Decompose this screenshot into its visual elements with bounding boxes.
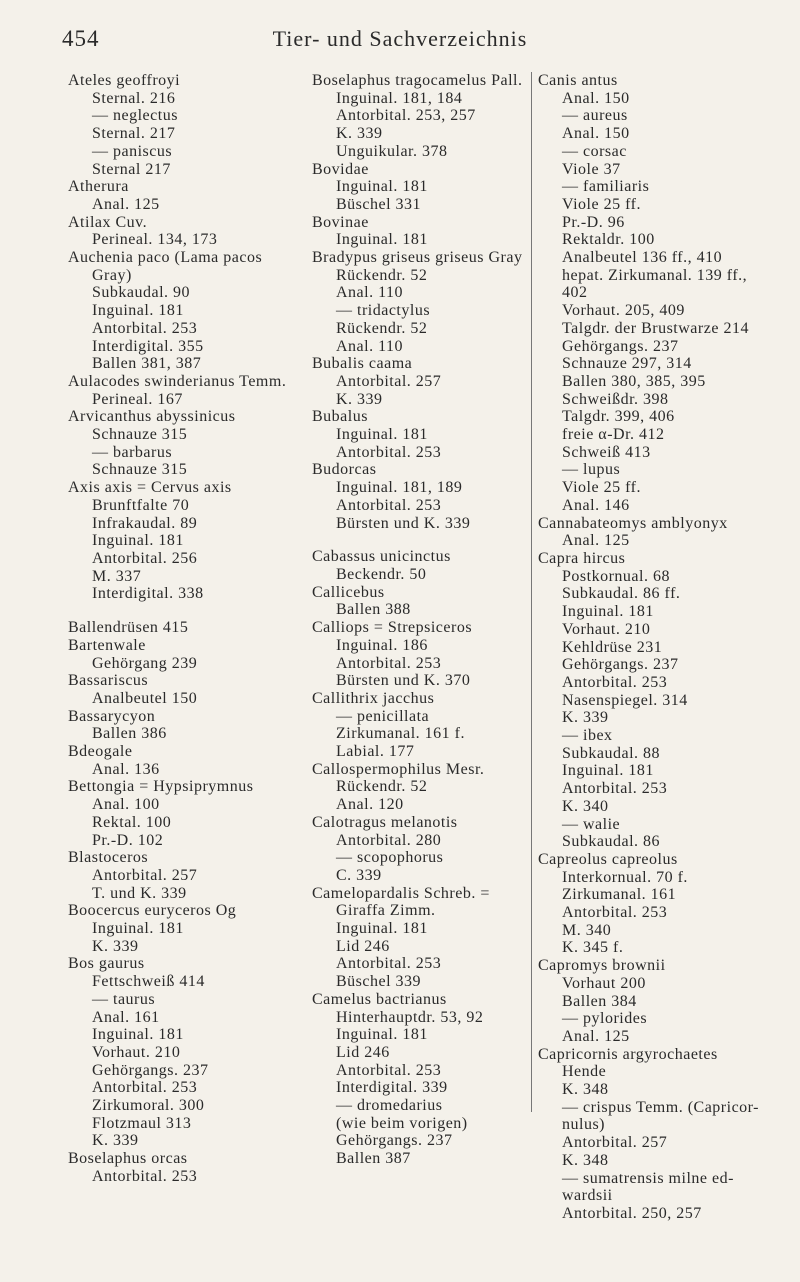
index-entry-subline: Zirkumanal. 161 f.	[336, 725, 465, 743]
index-entry-heading: Cabassus unicinctus	[312, 548, 451, 566]
index-entry-subline: Antorbital. 253	[336, 443, 442, 461]
index-entry-subline: K. 340	[562, 797, 609, 815]
index-entry-subline: Antorbital. 253	[336, 955, 442, 973]
index-entry-heading: Bos gaurus	[68, 955, 145, 973]
index-entry-subline: Lid 246	[336, 937, 390, 955]
index-entry-subline: Antorbital. 253	[92, 319, 198, 337]
index-entry-subline: Antorbital. 280	[336, 831, 442, 849]
index-entry-subline: Zirkumanal. 161	[562, 886, 677, 904]
index-entry-subline: (wie beim vorigen)	[336, 1114, 468, 1132]
index-entry-subline: T. und K. 339	[92, 884, 187, 902]
index-entry-heading: Ateles geoffroyi	[68, 72, 181, 89]
index-entry-subline: Nasenspiegel. 314	[562, 691, 688, 709]
index-entry-heading: Bettongia = Hypsiprymnus	[68, 778, 254, 796]
index-entry-subline: nulus)	[562, 1116, 605, 1134]
index-entry-subline: Sternal 217	[92, 160, 171, 178]
index-entry-heading: Budorcas	[312, 461, 377, 479]
index-entry-subline: Anal. 110	[336, 284, 404, 302]
index-entry-subline: — ibex	[562, 727, 613, 745]
index-entry-subline: Vorhaut. 205, 409	[562, 302, 685, 320]
index-entry-subline: Pr.-D. 102	[92, 831, 164, 849]
index-entry-heading: Bovidae	[312, 160, 369, 178]
index-entry-subline: Kehldrüse 231	[562, 638, 663, 656]
index-entry-subline: Antorbital. 257	[562, 1134, 668, 1152]
index-entry-subline: K. 339	[562, 709, 609, 727]
index-entry-subline: Antorbital. 253	[336, 654, 442, 672]
index-entry-subline: Antorbital. 253	[562, 673, 668, 691]
index-entry-subline: — walie	[562, 815, 621, 833]
index-entry-subline: Ballen 380, 385, 395	[562, 372, 706, 390]
index-entry-heading: Callithrix jacchus	[312, 689, 435, 707]
index-entry-subline: Rektal. 100	[92, 813, 172, 831]
index-entry-subline: Inguinal. 186	[336, 636, 428, 654]
index-entry-subline: Inguinal. 181	[562, 762, 654, 780]
index-entry-subline: — penicillata	[336, 707, 430, 725]
index-entry-heading: Callicebus	[312, 583, 385, 601]
index-entry-heading: Capreolus capreolus	[538, 850, 678, 868]
page-header	[62, 26, 738, 60]
index-entry-subline: Inguinal. 181, 184	[336, 89, 463, 107]
index-entry-heading: Arvicanthus abyssinicus	[68, 408, 236, 426]
index-entry-subline: Rektaldr. 100	[562, 231, 655, 249]
index-entry-subline: — neglectus	[92, 107, 178, 125]
index-entry-subline: Interdigital. 355	[92, 337, 204, 355]
index-entry-subline: Bürsten und K. 370	[336, 672, 471, 690]
index-entry-heading: Bdeogale	[68, 743, 133, 761]
index-entry-subline: Viole 25 ff.	[562, 195, 641, 213]
index-entry-heading: Atherura	[68, 178, 129, 196]
index-entry-subline: Ballen 388	[336, 601, 411, 619]
index-entry-subline: Ballen 387	[336, 1150, 411, 1168]
index-entry-subline: Interdigital. 339	[336, 1079, 448, 1097]
index-entry-subline: K. 345 f.	[562, 939, 624, 957]
index-entry-subline: Talgdr. der Brustwarze 214	[562, 319, 749, 337]
index-entry-subline: Vorhaut 200	[562, 974, 646, 992]
index-entry-subline: Ballen 381, 387	[92, 355, 202, 373]
index-entry-heading: Cannabateomys amblyonyx	[538, 514, 728, 532]
index-entry-heading: Axis axis = Cervus axis	[68, 479, 232, 497]
index-entry-subline: Anal. 146	[562, 496, 630, 514]
index-entry-heading: Capra hircus	[538, 549, 626, 567]
index-entry-heading: Camelus bactrianus	[312, 990, 447, 1008]
index-entry-subline: Anal. 110	[336, 337, 404, 355]
index-entry-subline: Inguinal. 181	[92, 920, 184, 938]
running-title: Tier- und Sachverzeichnis	[272, 26, 528, 51]
index-entry-subline: — scopophorus	[336, 849, 444, 867]
index-entry-subline: Schweiß 413	[562, 443, 651, 461]
index-entry-subline: Inguinal. 181	[336, 231, 428, 249]
index-entry-subline: Antorbital. 253	[92, 1079, 198, 1097]
index-entry-heading: Bassariscus	[68, 672, 149, 690]
column-divider	[531, 72, 532, 1112]
index-entry-subline: Bürsten und K. 339	[336, 514, 471, 532]
index-entry-subline: Unguikular. 378	[336, 142, 448, 160]
index-entry-heading: Boselaphus orcas	[68, 1150, 188, 1168]
index-entry-subline: Inguinal. 181	[92, 1026, 184, 1044]
index-entry-subline: — pylorides	[562, 1010, 648, 1028]
index-entry-subline: Antorbital. 253	[336, 1061, 442, 1079]
index-entry-subline: Schweißdr. 398	[562, 390, 669, 408]
index-entry-subline: Inguinal. 181	[92, 302, 184, 320]
index-entry-subline: Antorbital. 253	[336, 496, 442, 514]
index-entry-subline: Antorbital. 253	[562, 780, 668, 798]
index-entry-subline: Vorhaut. 210	[92, 1043, 181, 1061]
index-entry-subline: — familiaris	[562, 178, 650, 196]
index-entry-subline: K. 339	[92, 937, 139, 955]
index-entry-subline: Brunftfalte 70	[92, 496, 190, 514]
index-entry-subline: Analbeutel 136 ff., 410	[562, 249, 723, 267]
index-entry-subline: Perineal. 134, 173	[92, 231, 218, 249]
index-entry-subline: Schnauze 297, 314	[562, 355, 692, 373]
index-entry-subline: — sumatrensis milne ed-	[562, 1169, 734, 1187]
index-entry-heading: Bradypus griseus griseus Gray	[312, 249, 523, 267]
index-entry-subline: Inguinal. 181, 189	[336, 479, 463, 497]
index-entry-subline: Gehörgangs. 237	[562, 656, 679, 674]
index-column-1	[68, 72, 294, 1186]
index-entry-heading: Capricornis argyrochaetes	[538, 1045, 718, 1063]
index-entry-subline: Perineal. 167	[92, 390, 183, 408]
index-entry-heading: Bubalis caama	[312, 355, 413, 373]
index-entry-subline: Anal. 120	[336, 796, 404, 814]
index-entry-subline: Lid 246	[336, 1043, 390, 1061]
index-entry-subline: K. 348	[562, 1081, 609, 1099]
index-entry-subline: Subkaudal. 86	[562, 833, 661, 851]
index-entry-subline: Antorbital. 256	[92, 549, 198, 567]
index-entry-heading: Camelopardalis Schreb. =	[312, 884, 490, 902]
index-entry-subline: Subkaudal. 86 ff.	[562, 585, 681, 603]
index-entry-subline: Hende	[562, 1063, 607, 1081]
index-entry-subline: freie α-Dr. 412	[562, 426, 665, 444]
index-entry-subline: Zirkumoral. 300	[92, 1097, 205, 1115]
index-entry-subline: — lupus	[562, 461, 621, 479]
index-entry-subline: Sternal. 217	[92, 125, 176, 143]
index-entry-subline: — paniscus	[92, 142, 173, 160]
index-entry-subline: Anal. 150	[562, 125, 630, 143]
index-entry-subline: Inguinal. 181	[336, 178, 428, 196]
index-entry-subline: Schnauze 315	[92, 426, 188, 444]
index-entry-heading: Callospermophilus Mesr.	[312, 760, 485, 778]
index-entry-subline: — crispus Temm. (Capricor-	[562, 1098, 759, 1116]
index-entry-subline: Fettschweiß 414	[92, 973, 205, 991]
index-entry-subline: Ballen 384	[562, 992, 637, 1010]
index-entry-heading: Canis antus	[538, 72, 618, 89]
index-entry-subline: Antorbital. 253, 257	[336, 107, 476, 125]
index-entry-subline: K. 348	[562, 1151, 609, 1169]
index-entry-subline: Postkornual. 68	[562, 567, 670, 585]
index-entry-subline: — aureus	[562, 107, 628, 125]
index-entry-heading: Aulacodes swinderianus Temm.	[68, 372, 287, 390]
index-entry-subline: Antorbital. 257	[336, 372, 442, 390]
index-entry-subline: Talgdr. 399, 406	[562, 408, 675, 426]
index-entry-subline: Gehörgangs. 237	[562, 337, 679, 355]
index-columns	[68, 72, 768, 1222]
index-entry-subline: 402	[562, 284, 588, 302]
page-number: 454	[62, 26, 100, 51]
index-entry-subline: M. 340	[562, 921, 612, 939]
index-entry-heading: Boselaphus tragocamelus Pall.	[312, 72, 523, 89]
index-entry-subline: Viole 37	[562, 160, 621, 178]
index-entry-subline: Subkaudal. 90	[92, 284, 191, 302]
index-entry-heading: Calliops = Strepsiceros	[312, 619, 473, 637]
index-entry-subline: Schnauze 315	[92, 461, 188, 479]
index-entry-subline: Anal. 100	[92, 796, 160, 814]
index-entry-heading: Blastoceros	[68, 849, 149, 867]
index-entry-subline: Interdigital. 338	[92, 585, 204, 603]
index-entry-subline: Inguinal. 181	[336, 1026, 428, 1044]
index-entry-subline: Analbeutel 150	[92, 689, 198, 707]
index-entry-heading: Atilax Cuv.	[68, 213, 148, 231]
index-entry-subline: Anal. 150	[562, 89, 630, 107]
index-entry-subline: — corsac	[562, 142, 627, 160]
index-entry-subline: K. 339	[336, 390, 383, 408]
index-entry-subline: wardsii	[562, 1187, 613, 1205]
index-entry-subline: — taurus	[92, 990, 156, 1008]
index-entry-subline: Vorhaut. 210	[562, 620, 651, 638]
index-entry-subline: Antorbital. 257	[92, 866, 198, 884]
index-entry-subline: Antorbital. 253	[92, 1167, 198, 1185]
index-entry-subline: — dromedarius	[336, 1097, 443, 1115]
index-entry-subline: Antorbital. 250, 257	[562, 1205, 702, 1222]
index-entry-heading: Bartenwale	[68, 636, 146, 654]
index-entry-heading: Ballendrüsen 415	[68, 619, 189, 637]
index-entry-subline: Gehörgangs. 237	[92, 1061, 209, 1079]
index-entry-subline: Inguinal. 181	[562, 603, 654, 621]
index-entry-heading: Calotragus melanotis	[312, 813, 458, 831]
index-entry-subline: hepat. Zirkumanal. 139 ff.,	[562, 266, 748, 284]
index-entry-subline: Gray)	[92, 266, 132, 284]
index-entry-subline: Sternal. 216	[92, 89, 176, 107]
index-column-2	[312, 72, 542, 1168]
index-entry-subline: — barbarus	[92, 443, 173, 461]
index-entry-subline: Inguinal. 181	[336, 426, 428, 444]
index-entry-subline: Anal. 161	[92, 1008, 160, 1026]
index-entry-heading: Bassarycyon	[68, 707, 156, 725]
index-entry-subline: Subkaudal. 88	[562, 744, 661, 762]
index-entry-subline: Beckendr. 50	[336, 565, 427, 583]
index-entry-subline: K. 339	[336, 125, 383, 143]
index-entry-subline: Ballen 386	[92, 725, 167, 743]
index-entry-subline: Inguinal. 181	[336, 920, 428, 938]
index-entry-subline: Hinterhauptdr. 53, 92	[336, 1008, 484, 1026]
index-entry-subline: C. 339	[336, 866, 382, 884]
index-entry-subline: Interkornual. 70 f.	[562, 868, 688, 886]
index-entry-subline: Pr.-D. 96	[562, 213, 625, 231]
index-entry-subline: Flotzmaul 313	[92, 1114, 192, 1132]
index-entry-subline: Gehörgangs. 237	[336, 1132, 453, 1150]
index-entry-subline: Anal. 125	[92, 195, 160, 213]
index-entry-subline: — tridactylus	[336, 302, 431, 320]
index-entry-heading: Boocercus euryceros Og	[68, 902, 237, 920]
index-entry-subline: Anal. 125	[562, 1027, 630, 1045]
index-entry-subline: Giraffa Zimm.	[336, 902, 436, 920]
index-entry-subline: Anal. 136	[92, 760, 160, 778]
index-column-3	[538, 72, 772, 1223]
index-entry-subline: M. 337	[92, 567, 142, 585]
index-entry-subline: K. 339	[92, 1132, 139, 1150]
index-entry-subline: Anal. 125	[562, 532, 630, 550]
index-entry-subline: Viole 25 ff.	[562, 479, 641, 497]
index-entry-subline: Rückendr. 52	[336, 319, 428, 337]
index-entry-heading: Bubalus	[312, 408, 368, 426]
index-entry-heading: Capromys brownii	[538, 957, 666, 975]
index-entry-subline: Rückendr. 52	[336, 778, 428, 796]
index-entry-subline: Infrakaudal. 89	[92, 514, 198, 532]
index-entry-subline: Büschel 331	[336, 195, 422, 213]
index-entry-subline: Büschel 339	[336, 973, 422, 991]
index-entry-subline: Inguinal. 181	[92, 532, 184, 550]
index-entry-heading: Auchenia paco (Lama pacos	[68, 249, 263, 267]
index-entry-heading: Bovinae	[312, 213, 369, 231]
index-entry-subline: Gehörgang 239	[92, 654, 198, 672]
index-entry-subline: Labial. 177	[336, 743, 415, 761]
index-entry-subline: Rückendr. 52	[336, 266, 428, 284]
index-entry-subline: Antorbital. 253	[562, 904, 668, 922]
